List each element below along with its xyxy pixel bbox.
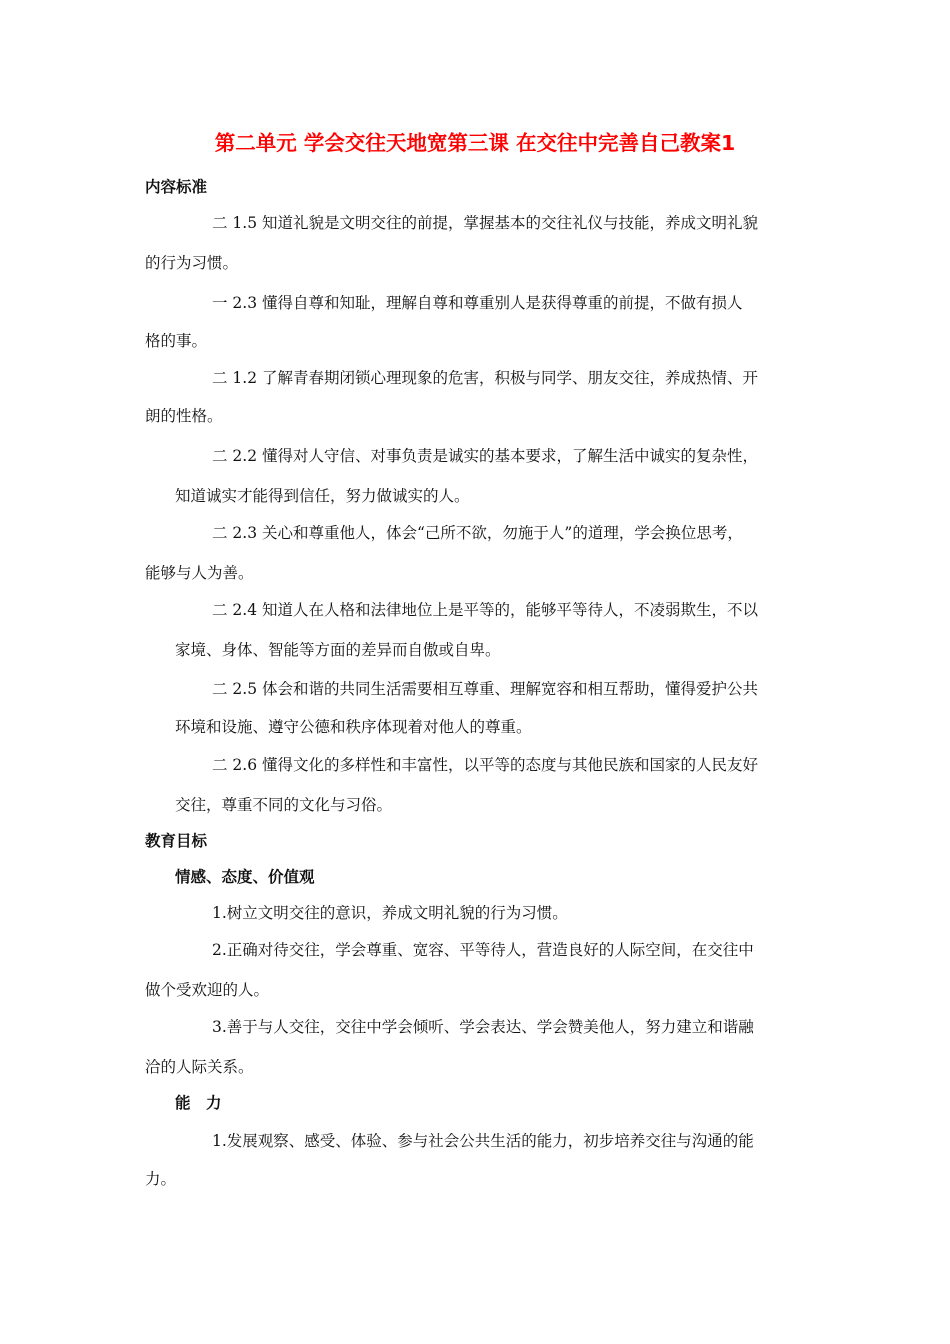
ability-1-line1: 1.发展观察、感受、体验、参与社会公共生活的能力，初步培养交往与沟通的能	[212, 1132, 754, 1150]
ability-1-line2: 力。	[145, 1170, 177, 1188]
standard-7-line2: 环境和设施、遵守公德和秩序体现着对他人的尊重。	[175, 718, 532, 736]
subheading-ability: 能 力	[175, 1094, 222, 1112]
heading-education-goals: 教育目标	[145, 832, 208, 850]
heading-content-standards: 内容标准	[145, 178, 208, 196]
standard-5-line1: 二 2.3 关心和尊重他人，体会“己所不欲，勿施于人”的道理，学会换位思考，	[212, 524, 743, 542]
standard-3-line2: 朗的性格。	[145, 407, 223, 425]
goal-2-line2: 做个受欢迎的人。	[145, 981, 270, 999]
standard-2-line1: 一 2.3 懂得自尊和知耻，理解自尊和尊重别人是获得尊重的前提，不做有损人	[212, 294, 743, 312]
standard-5-line2: 能够与人为善。	[145, 564, 254, 582]
document-title: 第二单元 学会交往天地宽第三课 在交往中完善自己教案1	[214, 131, 736, 155]
standard-8-line1: 二 2.6 懂得文化的多样性和丰富性，以平等的态度与其他民族和国家的人民友好	[212, 756, 759, 774]
standard-3-line1: 二 1.2 了解青春期闭锁心理现象的危害，积极与同学、朋友交往，养成热情、开	[212, 369, 759, 387]
standard-6-line2: 家境、身体、智能等方面的差异而自傲或自卑。	[175, 641, 501, 659]
goal-2-line1: 2.正确对待交往，学会尊重、宽容、平等待人，营造良好的人际空间，在交往中	[212, 941, 754, 959]
goal-3-line1: 3.善于与人交往，交往中学会倾听、学会表达、学会赞美他人，努力建立和谐融	[212, 1018, 754, 1036]
subheading-values: 情感、态度、价值观	[175, 868, 315, 886]
standard-4-line1: 二 2.2 懂得对人守信、对事负责是诚实的基本要求，了解生活中诚实的复杂性，	[212, 447, 759, 465]
goal-1-line1: 1.树立文明交往的意识，养成文明礼貌的行为习惯。	[212, 904, 568, 922]
standard-8-line2: 交往，尊重不同的文化与习俗。	[175, 796, 393, 814]
standard-7-line1: 二 2.5 体会和谐的共同生活需要相互尊重、理解宽容和相互帮助，懂得爱护公共	[212, 680, 759, 698]
standard-1-line1: 二 1.5 知道礼貌是文明交往的前提，掌握基本的交往礼仪与技能，养成文明礼貌	[212, 214, 759, 232]
standard-2-line2: 格的事。	[145, 332, 208, 350]
goal-3-line2: 洽的人际关系。	[145, 1058, 254, 1076]
standard-1-line2: 的行为习惯。	[145, 254, 239, 272]
standard-4-line2: 知道诚实才能得到信任，努力做诚实的人。	[175, 487, 470, 505]
standard-6-line1: 二 2.4 知道人在人格和法律地位上是平等的，能够平等待人，不凌弱欺生，不以	[212, 601, 759, 619]
